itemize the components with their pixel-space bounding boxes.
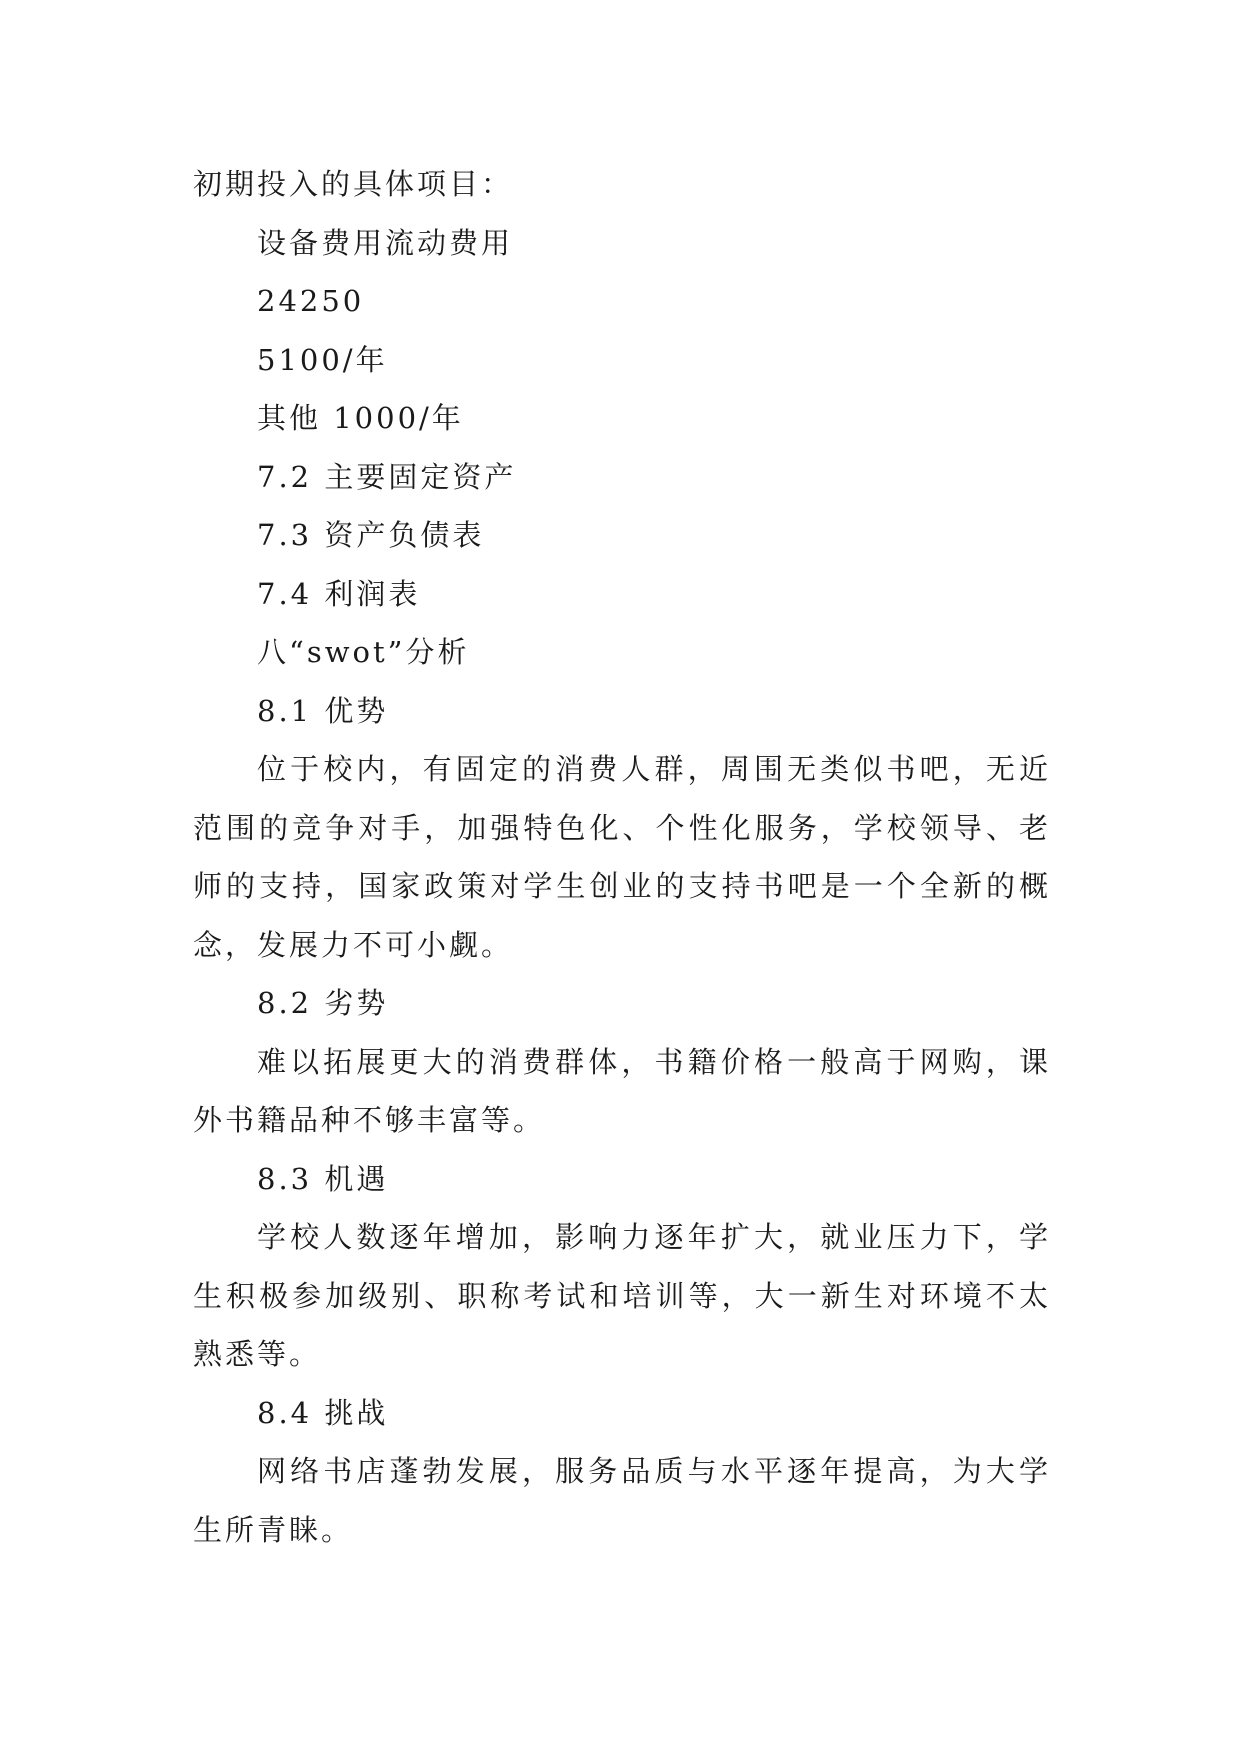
section-8-2-heading: 8.2 劣势 (257, 986, 389, 1020)
cost-categories: 设备费用流动费用 (257, 225, 514, 260)
threats-paragraph: 网络书店蓬勃发展，服务品质与水平逐年提高，为大学生所青睐。 (193, 1454, 1051, 1547)
section-8-4-heading: 8.4 挑战 (257, 1395, 389, 1430)
opportunities-paragraph: 学校人数逐年增加，影响力逐年扩大，就业压力下，学生积极参加级别、职称考试和培训等，大一新生对环境不太熟悉等。 (193, 1220, 1051, 1371)
section-8-3-heading: 8.3 机遇 (257, 1161, 389, 1196)
list-heading: 初期投入的具体项目： (193, 167, 514, 201)
running-cost-value: 5100/年 (257, 342, 388, 377)
section-8-1-heading: 8.1 优势 (257, 693, 389, 728)
section-7-2-heading: 7.2 主要固定资产 (257, 459, 517, 494)
equipment-cost-value: 24250 (257, 284, 365, 318)
document-page (193, 155, 1051, 1559)
section-8-heading: 八“swot”分析 (257, 635, 470, 669)
section-7-4-heading: 7.4 利润表 (257, 576, 421, 611)
strengths-paragraph: 位于校内，有固定的消费人群，周围无类似书吧，无近范围的竞争对手，加强特色化、个性化服务，学校领导、老师的支持，国家政策对学生创业的支持书吧是一个全新的概念，发展力不可小觑。 (193, 752, 1051, 962)
weaknesses-paragraph: 难以拓展更大的消费群体，书籍价格一般高于网购，课外书籍品种不够丰富等。 (193, 1044, 1051, 1137)
section-7-3-heading: 7.3 资产负债表 (257, 518, 485, 552)
other-cost-value: 其他 1000/年 (257, 401, 464, 435)
